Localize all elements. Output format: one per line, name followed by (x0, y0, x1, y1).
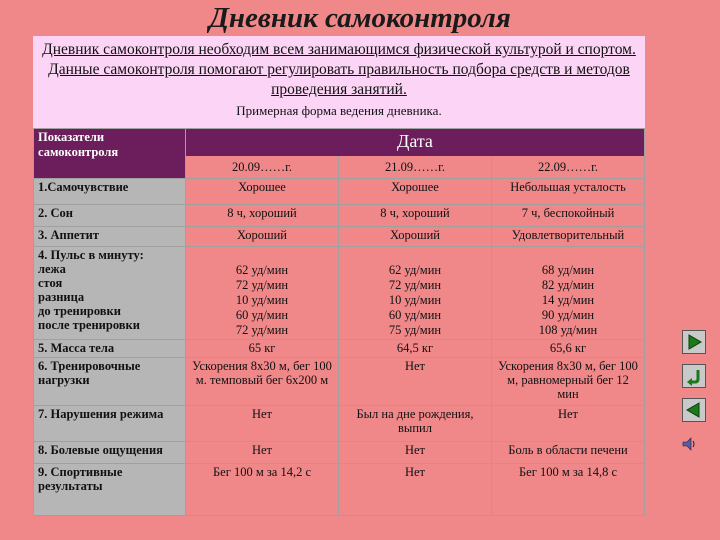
cell: Боль в области печени (492, 442, 645, 464)
cell: Нет (186, 442, 339, 464)
cell: Нет (339, 442, 492, 464)
table-row (34, 406, 645, 442)
return-button[interactable] (682, 364, 706, 388)
cell: Ускорения 8х30 м, бег 100 м, равномерный бег 12 мин (492, 358, 645, 406)
cell: Хорошее (186, 179, 339, 205)
date-1: 20.09……г. (186, 156, 339, 178)
previous-slide-button[interactable] (682, 398, 706, 422)
table-row (34, 205, 645, 227)
row-label: 7. Нарушения режима (34, 406, 186, 442)
cell-pulse: 62 уд/мин 72 уд/мин 10 уд/мин 60 уд/мин 75 уд/мин (339, 247, 492, 340)
play-icon (683, 331, 705, 353)
back-icon (683, 399, 705, 421)
cell: 7 ч, беспокойный (492, 205, 645, 227)
intro-subtitle: Примерная форма ведения дневника. (236, 103, 442, 118)
cell: Был на дне рождения, выпил (339, 406, 492, 442)
intro-text: Дневник самоконтроля необходим всем занимающимся физической культурой и спортом. Данные самоконтроля помогают регулировать правильность подбора средств и методов проведения занятий. (42, 41, 636, 98)
diary-table-wrapper (33, 128, 645, 516)
cell: 8 ч, хороший (339, 205, 492, 227)
cell: Нет (186, 406, 339, 442)
date-3: 22.09……г. (538, 160, 598, 174)
cell: Нет (492, 406, 645, 442)
next-slide-button[interactable] (682, 330, 706, 354)
cell: 8 ч, хороший (186, 205, 339, 227)
intro-box (33, 36, 645, 128)
table-row (34, 227, 645, 247)
table-row (34, 442, 645, 464)
cell: Удовлетворительный (492, 227, 645, 247)
cell: Бег 100 м за 14,8 с (492, 464, 645, 516)
cell: Нет (339, 358, 492, 406)
row-label: 6. Тренировочные нагрузки (34, 358, 186, 406)
row-label-pulse: 4. Пульс в минуту: лежа стоя разница до тренировки после тренировки (34, 247, 186, 340)
cell: Нет (339, 464, 492, 516)
table-row (34, 358, 645, 406)
slide-title: Дневник самоконтроля (209, 2, 511, 34)
row-label: 3. Аппетит (34, 227, 186, 247)
cell: Хороший (339, 227, 492, 247)
table-row-pulse (34, 247, 645, 340)
row-label: 5. Масса тела (34, 340, 186, 358)
cell: Небольшая усталость (492, 179, 645, 205)
table-row (34, 464, 645, 516)
cell: 65 кг (186, 340, 339, 358)
cell: 64,5 кг (339, 340, 492, 358)
header-indicators: Показатели самоконтроля (34, 129, 186, 179)
date-2: 21.09……г. (339, 156, 492, 178)
row-label: 2. Сон (34, 205, 186, 227)
cell: Ускорения 8х30 м, бег 100 м. темповый бег 6х200 м (186, 358, 339, 406)
diary-table (33, 128, 645, 516)
row-label: 8. Болевые ощущения (34, 442, 186, 464)
header-date: Дата 20.09……г. 21.09……г. 22.09……г. (186, 129, 645, 179)
cell: 65,6 кг (492, 340, 645, 358)
cell: Хорошее (339, 179, 492, 205)
return-icon (683, 365, 705, 387)
cell: Хороший (186, 227, 339, 247)
table-row (34, 179, 645, 205)
row-label: 9. Спортивные результаты (34, 464, 186, 516)
row-label: 1.Самочувствие (34, 179, 186, 205)
table-row (34, 340, 645, 358)
speaker-icon[interactable] (681, 436, 697, 452)
cell-pulse: 62 уд/мин 72 уд/мин 10 уд/мин 60 уд/мин 72 уд/мин (186, 247, 339, 340)
cell-pulse: 68 уд/мин 82 уд/мин 14 уд/мин 90 уд/мин 108 уд/мин (492, 247, 645, 340)
cell: Бег 100 м за 14,2 с (186, 464, 339, 516)
